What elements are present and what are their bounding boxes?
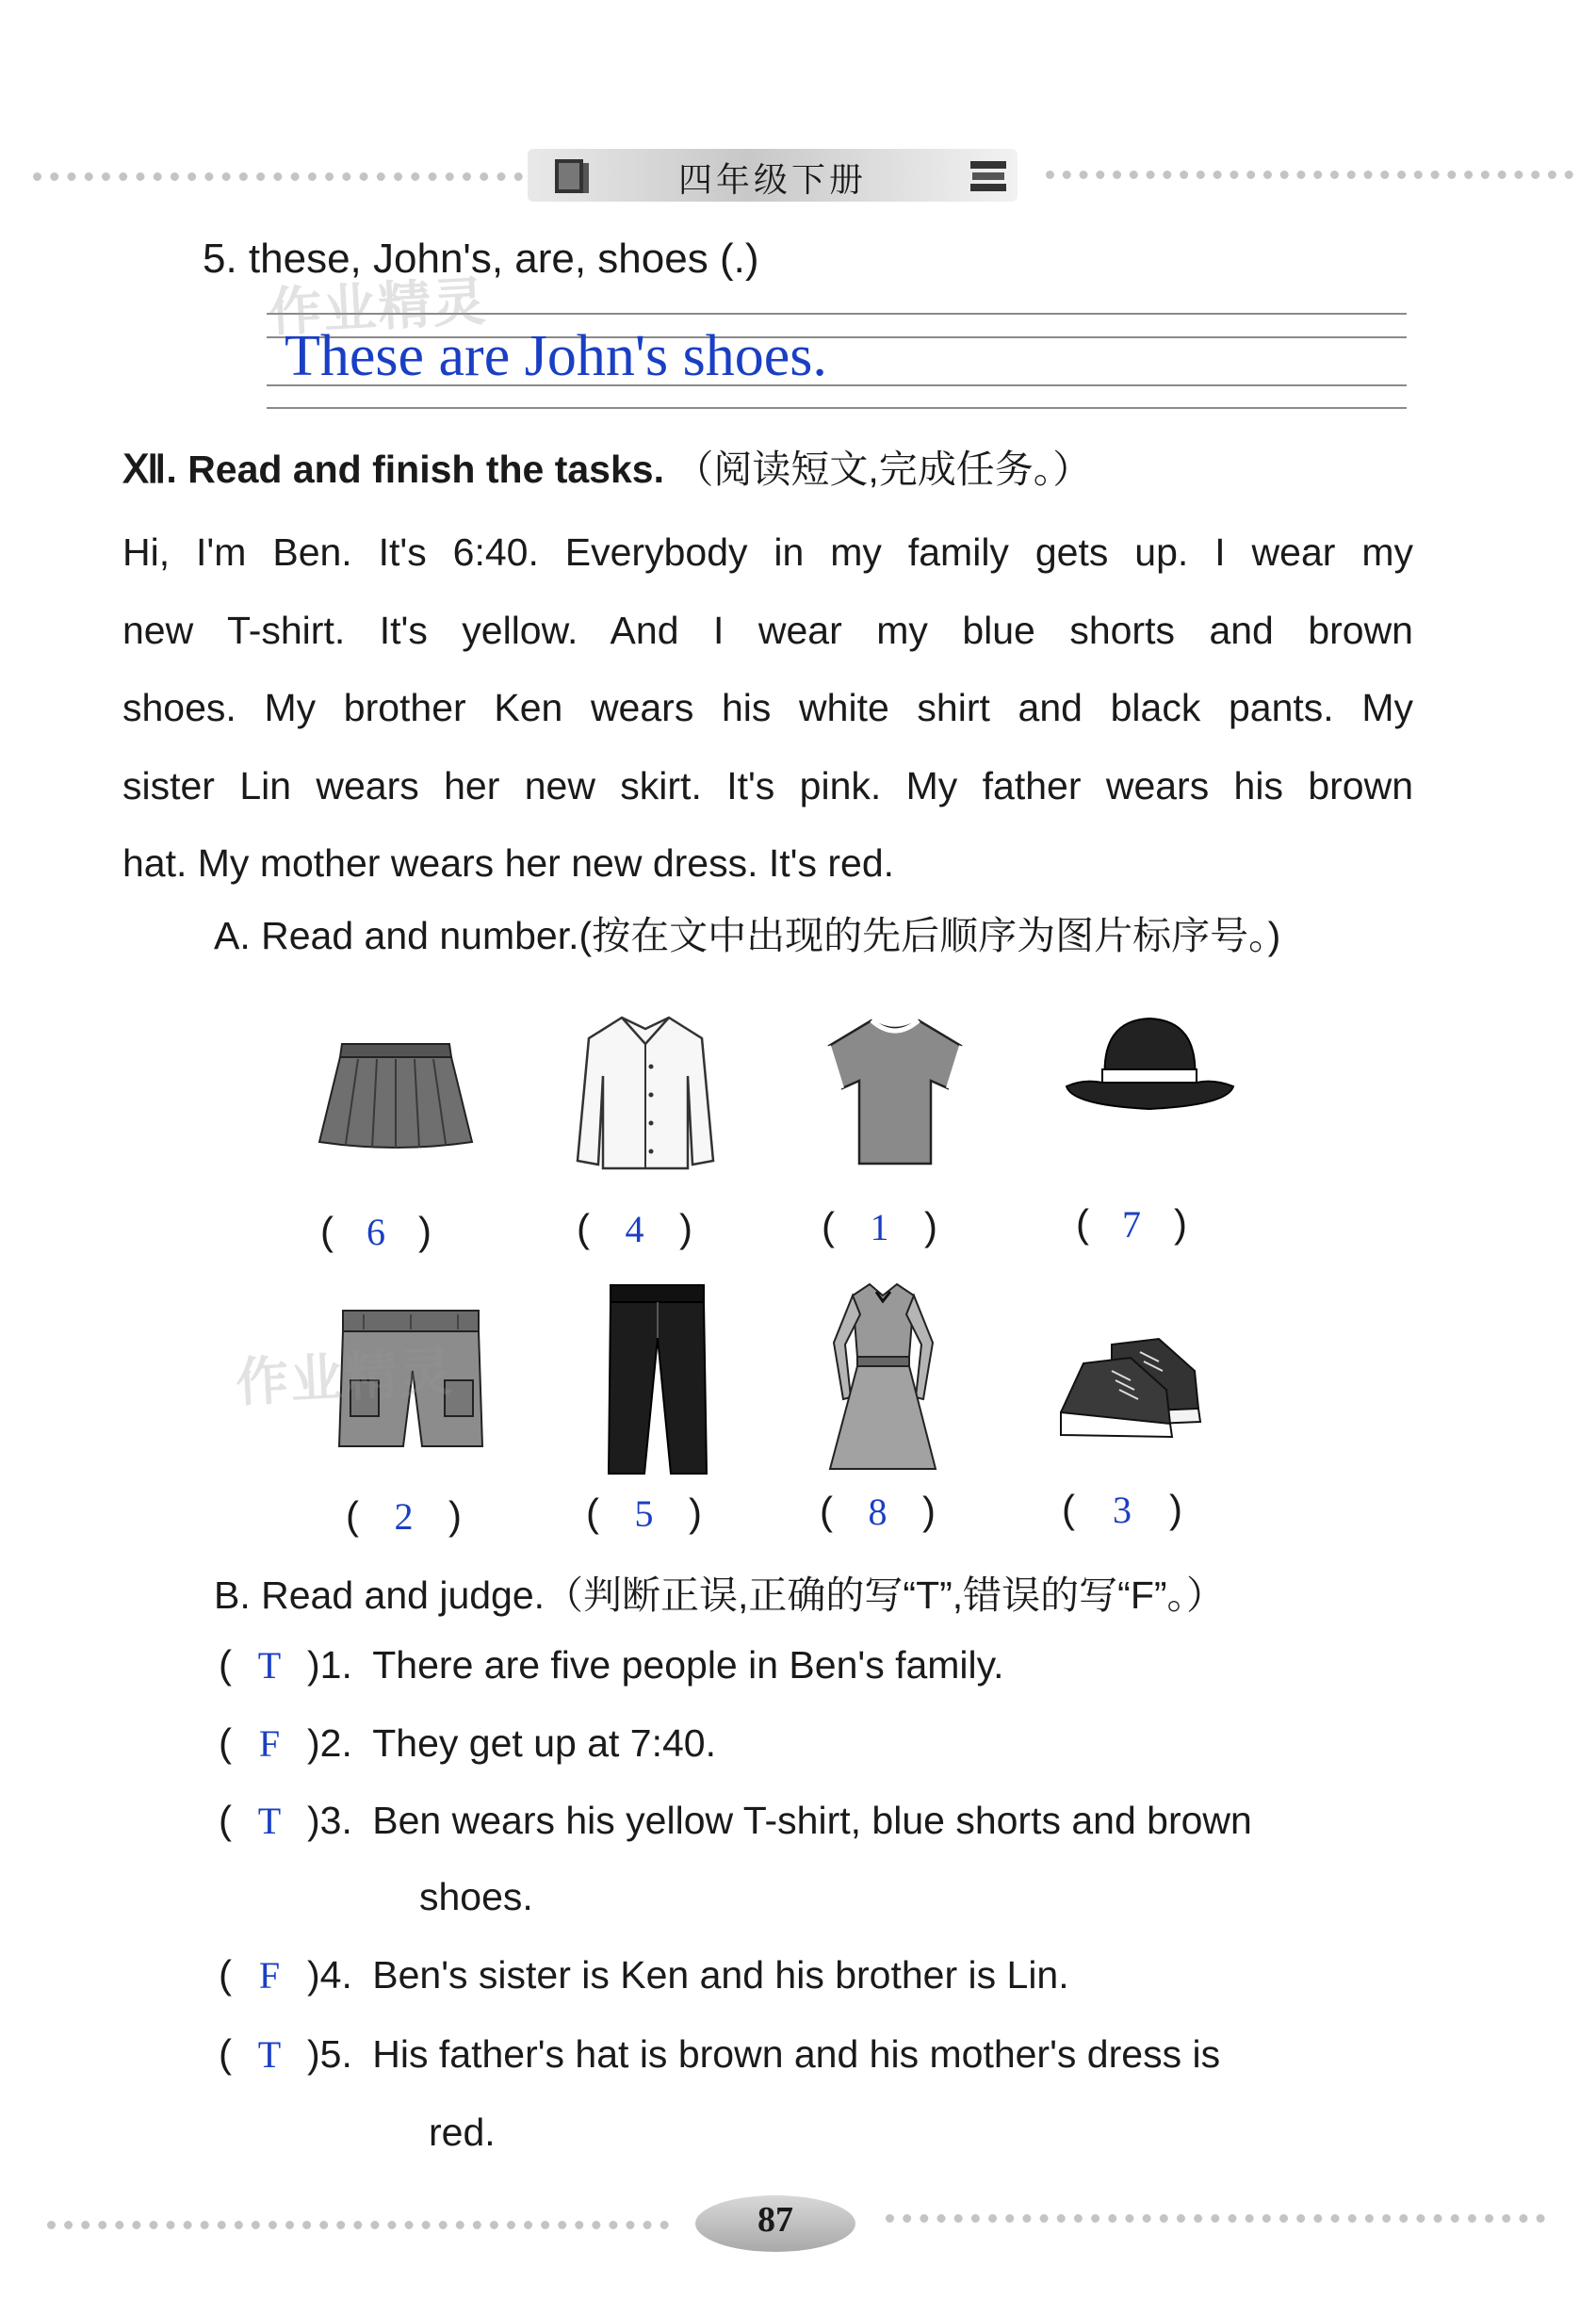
judge-item-3: ( T )3. Ben wears his yellow T-shirt, blue shorts and brown (219, 1798, 1252, 1842)
judge-item-5-continued: red. (429, 2111, 496, 2154)
page-number: 87 (757, 2200, 793, 2240)
number-slot: ( 5 ) (586, 1491, 702, 1535)
number-answer: 1 (870, 1206, 889, 1248)
watermark-middle: 作业精灵 (234, 1341, 456, 1415)
passage-line: hat. My mother wears her new dress. It's red. (122, 841, 895, 885)
section-title (122, 438, 1091, 494)
judge-answer: F (258, 1954, 281, 1997)
number-slot: ( 1 ) (822, 1204, 937, 1248)
judge-item-3-continued: shoes. (419, 1875, 533, 1918)
judge-number: )4. (307, 1953, 352, 1997)
part-b-heading (214, 1564, 1225, 1620)
judge-number: )3. (307, 1799, 352, 1842)
question-5-answer: These are John's shoes. (285, 324, 827, 388)
part-a-label: A. Read and number. (214, 914, 579, 957)
part-a-instruction: (按在文中出现的先后顺序为图片标序号。) (578, 914, 1281, 957)
passage-line: shoes. My brother Ken wears his white shirt and black pants. My (122, 686, 1413, 729)
number-slot: ( 6 ) (320, 1209, 432, 1253)
passage-line: sister Lin wears her new skirt. It's pink. My father wears his brown (122, 763, 1413, 807)
number-slot: ( 4 ) (577, 1206, 692, 1250)
judge-number: )1. (307, 1643, 352, 1687)
number-slot: ( 3 ) (1062, 1487, 1182, 1531)
number-answer: 5 (634, 1492, 654, 1535)
judge-item-2: ( F )2. They get up at 7:40. (219, 1720, 716, 1765)
judge-answer: T (257, 1800, 282, 1842)
number-slot: ( 2 ) (346, 1493, 462, 1538)
judge-item-1: ( T )1. There are five people in Ben's family. (219, 1642, 1004, 1687)
judge-statement: There are five people in Ben's family. (372, 1643, 1004, 1687)
judge-number: )5. (307, 2032, 352, 2076)
number-answer: 2 (394, 1495, 414, 1538)
skirt-icon (316, 1036, 476, 1154)
judge-statement: They get up at 7:40. (372, 1721, 716, 1765)
number-answer: 6 (366, 1211, 385, 1253)
judge-item-4: ( F )4. Ben's sister is Ken and his brother is Lin. (219, 1952, 1069, 1997)
number-answer: 3 (1113, 1489, 1132, 1531)
part-b-label: B. Read and judge. (214, 1573, 546, 1617)
sneakers-icon (1055, 1333, 1206, 1444)
judge-statement: Ben wears his yellow T-shirt, blue shorts and brown (372, 1799, 1252, 1842)
reading-passage (122, 514, 1413, 903)
section-number: Ⅻ. (122, 448, 177, 491)
footer-dots-right (886, 2214, 1545, 2223)
number-answer: 4 (625, 1208, 644, 1250)
judge-statement: His father's hat is brown and his mother's dress is (372, 2032, 1221, 2076)
number-slot: ( 8 ) (820, 1489, 936, 1533)
number-slot: ( 7 ) (1076, 1201, 1187, 1246)
judge-answer: F (258, 1722, 281, 1765)
judge-item-5: ( T )5. His father's hat is brown and his mother's dress is (219, 2031, 1221, 2076)
pants-icon (603, 1281, 711, 1479)
judge-answer: T (257, 2033, 282, 2076)
t-shirt-icon (820, 1013, 970, 1168)
part-a-heading (214, 905, 1280, 960)
number-answer: 7 (1122, 1203, 1141, 1246)
section-heading: Read and finish the tasks. (187, 448, 664, 491)
watermark-top: 作业精灵 (267, 270, 489, 345)
judge-statement: Ben's sister is Ken and his brother is Lin. (372, 1953, 1069, 1997)
passage-line: Hi, I'm Ben. It's 6:40. Everybody in my family gets up. I wear my (122, 530, 1413, 574)
header-dots-left (33, 172, 523, 181)
shirt-icon (570, 1010, 721, 1175)
part-b-instruction: （判断正误,正确的写“T”,错误的写“F”。） (545, 1573, 1226, 1617)
dress-icon (824, 1277, 942, 1476)
section-instruction: （阅读短文,完成任务。） (675, 448, 1092, 491)
footer-dots-left (47, 2221, 669, 2229)
header-dots-right (1046, 171, 1573, 179)
hat-icon (1063, 1011, 1237, 1129)
judge-number: )2. (307, 1721, 352, 1765)
grade-title: 四年级下册 (677, 161, 867, 200)
question-5-prompt: 5. these, John's, are, shoes (.) (203, 236, 759, 282)
judge-answer: T (257, 1644, 282, 1687)
number-answer: 8 (868, 1491, 888, 1533)
passage-line: new T-shirt. It's yellow. And I wear my blue shorts and brown (122, 608, 1413, 652)
answer-line-4 (267, 407, 1407, 409)
